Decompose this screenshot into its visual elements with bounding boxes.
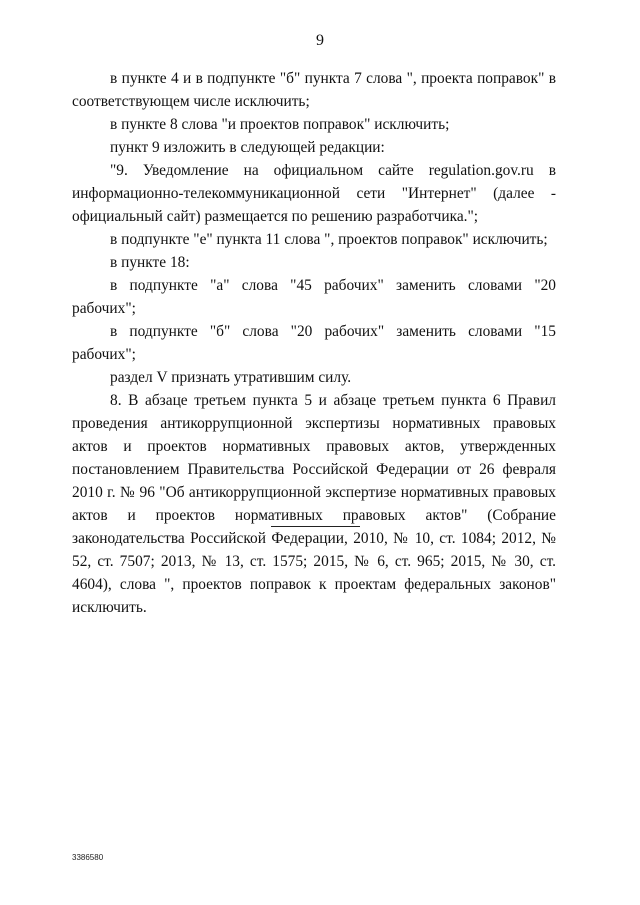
paragraph-item-18-b: в подпункте "б" слова "20 рабочих" заменить словами "15 рабочих"; [72, 323, 556, 363]
paragraph-section-v: раздел V признать утратившим силу. [110, 369, 352, 386]
paragraph-item-18-intro: в пункте 18: [110, 254, 190, 271]
paragraph-point-8: 8. В абзаце третьем пункта 5 и абзаце третьем пункта 6 Правил проведения антикоррупционной экспертизы нормативных правовых актов и проектов нормативных правовых актов, утвержденных постановлением Правительства Российской Федерации от 26 февраля 2010 г. № 96 "Об антикоррупционной экспертизе нормативных правовых актов и проектов нормативных правовых актов" (Собрание законодательства Российской Федерации, 2010, № 10, ст. 1084; 2012, № 52, ст. 7507; 2013, № 13, ст. 1575; 2015, № 6, ст. 965; 2015, № 30, ст. 4604), слова ", проектов поправок к проектам федеральных законов" исключить. [72, 392, 556, 616]
document-code: 3386580 [72, 853, 104, 862]
paragraph-item-18-a: в подпункте "а" слова "45 рабочих" заменить словами "20 рабочих"; [72, 277, 556, 317]
page-number: 9 [316, 32, 324, 49]
paragraph-item-9-new-text: "9. Уведомление на официальном сайте regulation.gov.ru в информационно-телекоммуникационной сети "Интернет" (далее - официальный сайт) размещается по решению разработчика."; [72, 162, 556, 225]
paragraph-item-11-amendment: в подпункте "е" пункта 11 слова ", проектов поправок" исключить; [110, 231, 548, 248]
end-divider [271, 526, 360, 527]
document-body [72, 67, 556, 619]
paragraph-item-8-amendment: в пункте 8 слова "и проектов поправок" исключить; [110, 116, 450, 133]
paragraph-item-9-intro: пункт 9 изложить в следующей редакции: [110, 139, 385, 156]
paragraph-item-4-amendment: в пункте 4 и в подпункте "б" пункта 7 слова ", проекта поправок" в соответствующем числе исключить; [72, 70, 556, 110]
